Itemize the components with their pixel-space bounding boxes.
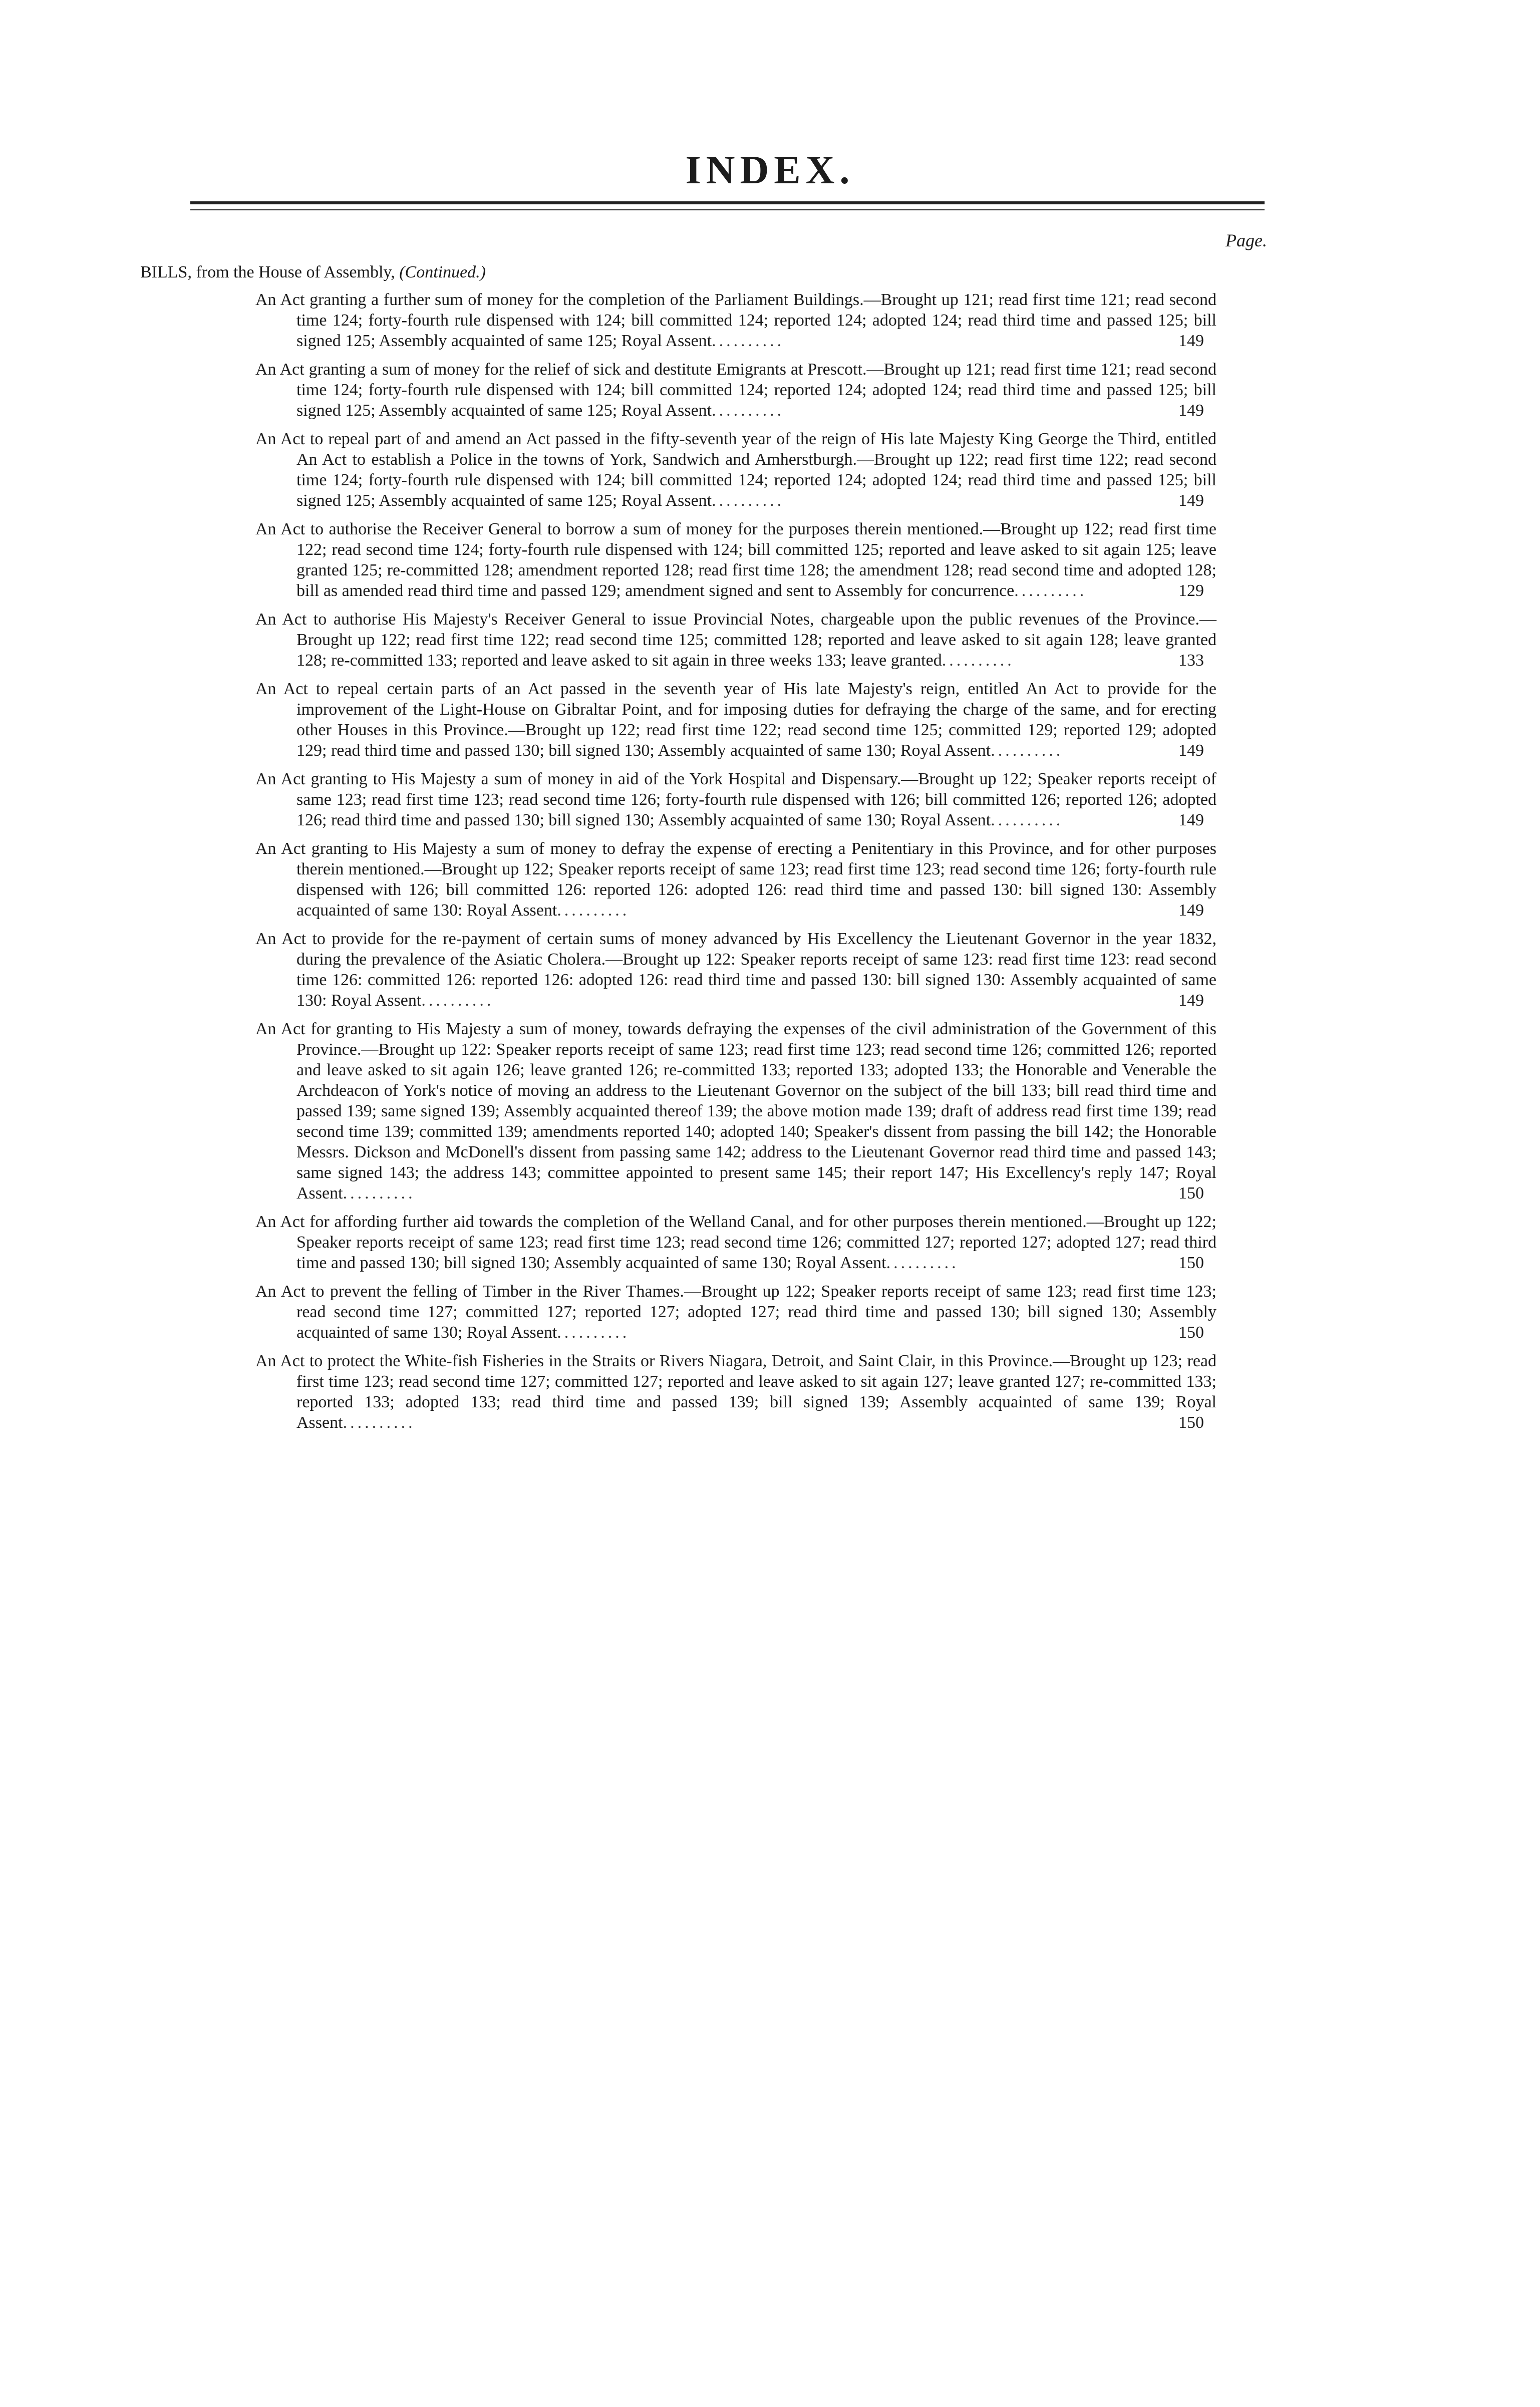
entry-page-number: 149 bbox=[1178, 332, 1204, 350]
entry-text: An Act granting a sum of money for the relief of sick and destitute Emigrants at Prescott.—Brought up 121; read first time 121; read second time 124; forty-fourth rule dispensed with 124; bill committed 124; reported 124; adopted 124; read third time and passed 125; bill signed 125; Assembly acquainted of same 125; Royal Assent bbox=[255, 360, 1216, 420]
entry-page-number: 150 bbox=[1178, 1413, 1204, 1432]
index-entry bbox=[255, 359, 1265, 421]
entry-page-number: 149 bbox=[1178, 901, 1204, 920]
entry-text: An Act to prevent the felling of Timber in the River Thames.—Brought up 122; Speaker reports receipt of same 123; read first time 123; read second time 127; committed 127; reported 127; adopted 127; read third time and passed 130; bill signed 130; Assembly acquainted of same 130; Royal Assent bbox=[255, 1282, 1216, 1342]
dot-leaders: .......... bbox=[1014, 581, 1087, 600]
index-entry bbox=[255, 519, 1265, 601]
index-entry bbox=[255, 429, 1265, 511]
dot-leaders: .......... bbox=[343, 1184, 416, 1202]
index-entry bbox=[255, 769, 1265, 830]
dot-leaders: .......... bbox=[942, 651, 1015, 670]
double-rule-thin bbox=[190, 209, 1265, 210]
dot-leaders: .......... bbox=[886, 1254, 959, 1272]
index-entry bbox=[255, 1351, 1265, 1433]
index-entry bbox=[255, 289, 1265, 351]
double-rule-thick bbox=[190, 201, 1265, 204]
section-continued: (Continued.) bbox=[399, 263, 486, 281]
entry-text: An Act to authorise His Majesty's Receiver General to issue Provincial Notes, chargeable upon the public revenues of the Province.—Brought up 122; read first time 122; read second time 125; committed 128; reported and leave asked to sit again 128; leave granted 128; re-committed 133; reported and leave asked to sit again in three weeks 133; leave granted bbox=[255, 610, 1216, 670]
entry-page-number: 149 bbox=[1178, 401, 1204, 420]
section-heading-text: BILLS, from the House of Assembly, bbox=[140, 263, 395, 281]
dot-leaders: .......... bbox=[421, 991, 494, 1010]
index-entry bbox=[255, 1281, 1265, 1343]
index-entry bbox=[255, 1212, 1265, 1273]
index-entry bbox=[255, 1019, 1265, 1204]
dot-leaders: .......... bbox=[712, 332, 785, 350]
entry-text: An Act for affording further aid towards the completion of the Welland Canal, and for other purposes therein mentioned.—Brought up 122; Speaker reports receipt of same 123; read first time 123; read second time 126; committed 127; reported 127; adopted 127; read third time and passed 130; bill signed 130; Assembly acquainted of same 130; Royal Assent bbox=[255, 1213, 1216, 1272]
entry-text: An Act granting to His Majesty a sum of money in aid of the York Hospital and Dispensary.—Brought up 122; Speaker reports receipt of same 123; read first time 123; read second time 126; forty-fourth rule dispensed with 126; bill committed 126; reported 126; adopted 126; read third time and passed 130; bill signed 130; Assembly acquainted of same 130; Royal Assent bbox=[255, 770, 1216, 829]
dot-leaders: .......... bbox=[991, 811, 1064, 829]
page-column-label: Page. bbox=[1225, 230, 1267, 250]
page-title: INDEX. bbox=[685, 148, 855, 192]
entry-page-number: 133 bbox=[1178, 651, 1204, 670]
dot-leaders: .......... bbox=[557, 901, 630, 920]
index-entries bbox=[255, 289, 1265, 1441]
section-heading bbox=[140, 261, 486, 283]
entry-page-number: 150 bbox=[1178, 1254, 1204, 1272]
index-entry bbox=[255, 838, 1265, 921]
entry-page-number: 150 bbox=[1178, 1184, 1204, 1202]
index-entry bbox=[255, 609, 1265, 671]
entry-page-number: 129 bbox=[1178, 581, 1204, 600]
dot-leaders: .......... bbox=[557, 1323, 630, 1342]
entry-text: An Act to provide for the re-payment of certain sums of money advanced by His Excellency the Lieutenant Governor in the year 1832, during the prevalence of the Asiatic Cholera.—Brought up 122: Speaker reports receipt of same 123: read first time 123: read second time 126: committed 126: reported 126: adopted 126: read third time and passed 130: bill signed 130: Assembly acquainted of same 130: Royal Assent bbox=[255, 930, 1216, 1010]
entry-page-number: 149 bbox=[1178, 741, 1204, 760]
entry-page-number: 149 bbox=[1178, 491, 1204, 510]
dot-leaders: .......... bbox=[712, 491, 785, 510]
entry-page-number: 149 bbox=[1178, 811, 1204, 829]
entry-page-number: 149 bbox=[1178, 991, 1204, 1010]
entry-text: An Act to repeal certain parts of an Act passed in the seventh year of His late Majesty's reign, entitled An Act to provide for the improvement of the Light-House on Gibraltar Point, and for imposing duties for defraying the charge of the same, and for erecting other Houses in this Province.—Brought up 122; read first time 122; read second time 125; committed 129; reported 129; adopted 129; read third time and passed 130; bill signed 130; Assembly acquainted of same 130; Royal Assent bbox=[255, 680, 1216, 760]
entry-text: An Act granting a further sum of money for the completion of the Parliament Buildings.—Brought up 121; read first time 121; read second time 124; forty-fourth rule dispensed with 124; bill committed 124; reported 124; adopted 124; read third time and passed 125; bill signed 125; Assembly acquainted of same 125; Royal Assent bbox=[255, 290, 1216, 350]
dot-leaders: .......... bbox=[712, 401, 785, 420]
entry-text: An Act to repeal part of and amend an Act passed in the fifty-seventh year of the reign of His late Majesty King George the Third, entitled An Act to establish a Police in the towns of York, Sandwich and Amherstburgh.—Brought up 122; read first time 122; read second time 124; forty-fourth rule dispensed with 124; bill committed 124; reported 124; adopted 124; read third time and passed 125; bill signed 125; Assembly acquainted of same 125; Royal Assent bbox=[255, 430, 1216, 510]
entry-text: An Act to authorise the Receiver General to borrow a sum of money for the purposes therein mentioned.—Brought up 122; read first time 122; read second time 124; forty-fourth rule dispensed with 124; bill committed 125; reported and leave asked to sit again 125; leave granted 125; re-committed 128; amendment reported 128; read first time 128; the amendment 128; read second time and adopted 128; bill as amended read third time and passed 129; amendment signed and sent to Assembly for concurrence bbox=[255, 520, 1216, 600]
dot-leaders: .......... bbox=[343, 1413, 416, 1432]
entry-text: An Act to protect the White-fish Fisheries in the Straits or Rivers Niagara, Detroit, and Saint Clair, in this Province.—Brought up 123; read first time 123; read second time 127; committed 127; reported and leave asked to sit again 127; leave granted 127; re-committed 133; reported 133; adopted 133; read third time and passed 139; bill signed 139; Assembly acquainted of same 139; Royal Assent bbox=[255, 1352, 1216, 1432]
entry-text: An Act granting to His Majesty a sum of money to defray the expense of erecting a Penitentiary in this Province, and for other purposes therein mentioned.—Brought up 122; Speaker reports receipt of same 123; read first time 123; read second time 126; forty-fourth rule dispensed with 126; bill committed 126: reported 126: adopted 126: read third time and passed 130: bill signed 130: Assembly acquainted of same 130: Royal Assent bbox=[255, 839, 1216, 920]
entry-text: An Act for granting to His Majesty a sum of money, towards defraying the expenses of the civil administration of the Government of this Province.—Brought up 122: Speaker reports receipt of same 123; read first time 123; read second time 126; committed 126; reported and leave asked to sit again 126; leave granted 126; re-committed 133; reported 133; adopted 133; the Honorable and Venerable the Archdeacon of York's notice of moving an address to the Lieutenant Governor on the subject of the bill 133; bill read third time and passed 139; same signed 139; Assembly acquainted thereof 139; the above motion made 139; draft of address read first time 139; read second time 139; committed 139; amendments reported 140; adopted 140; Speaker's dissent from passing the bill 142; the Honorable Messrs. Dickson and McDonell's dissent from passing same 142; address to the Lieutenant Governor read third time and passed 143; same signed 143; the address 143; committee appointed to present same 145; their report 147; His Excellency's reply 147; Royal Assent bbox=[255, 1020, 1216, 1202]
entry-page-number: 150 bbox=[1178, 1323, 1204, 1342]
index-entry bbox=[255, 929, 1265, 1011]
index-entry bbox=[255, 679, 1265, 761]
dot-leaders: .......... bbox=[991, 741, 1064, 760]
